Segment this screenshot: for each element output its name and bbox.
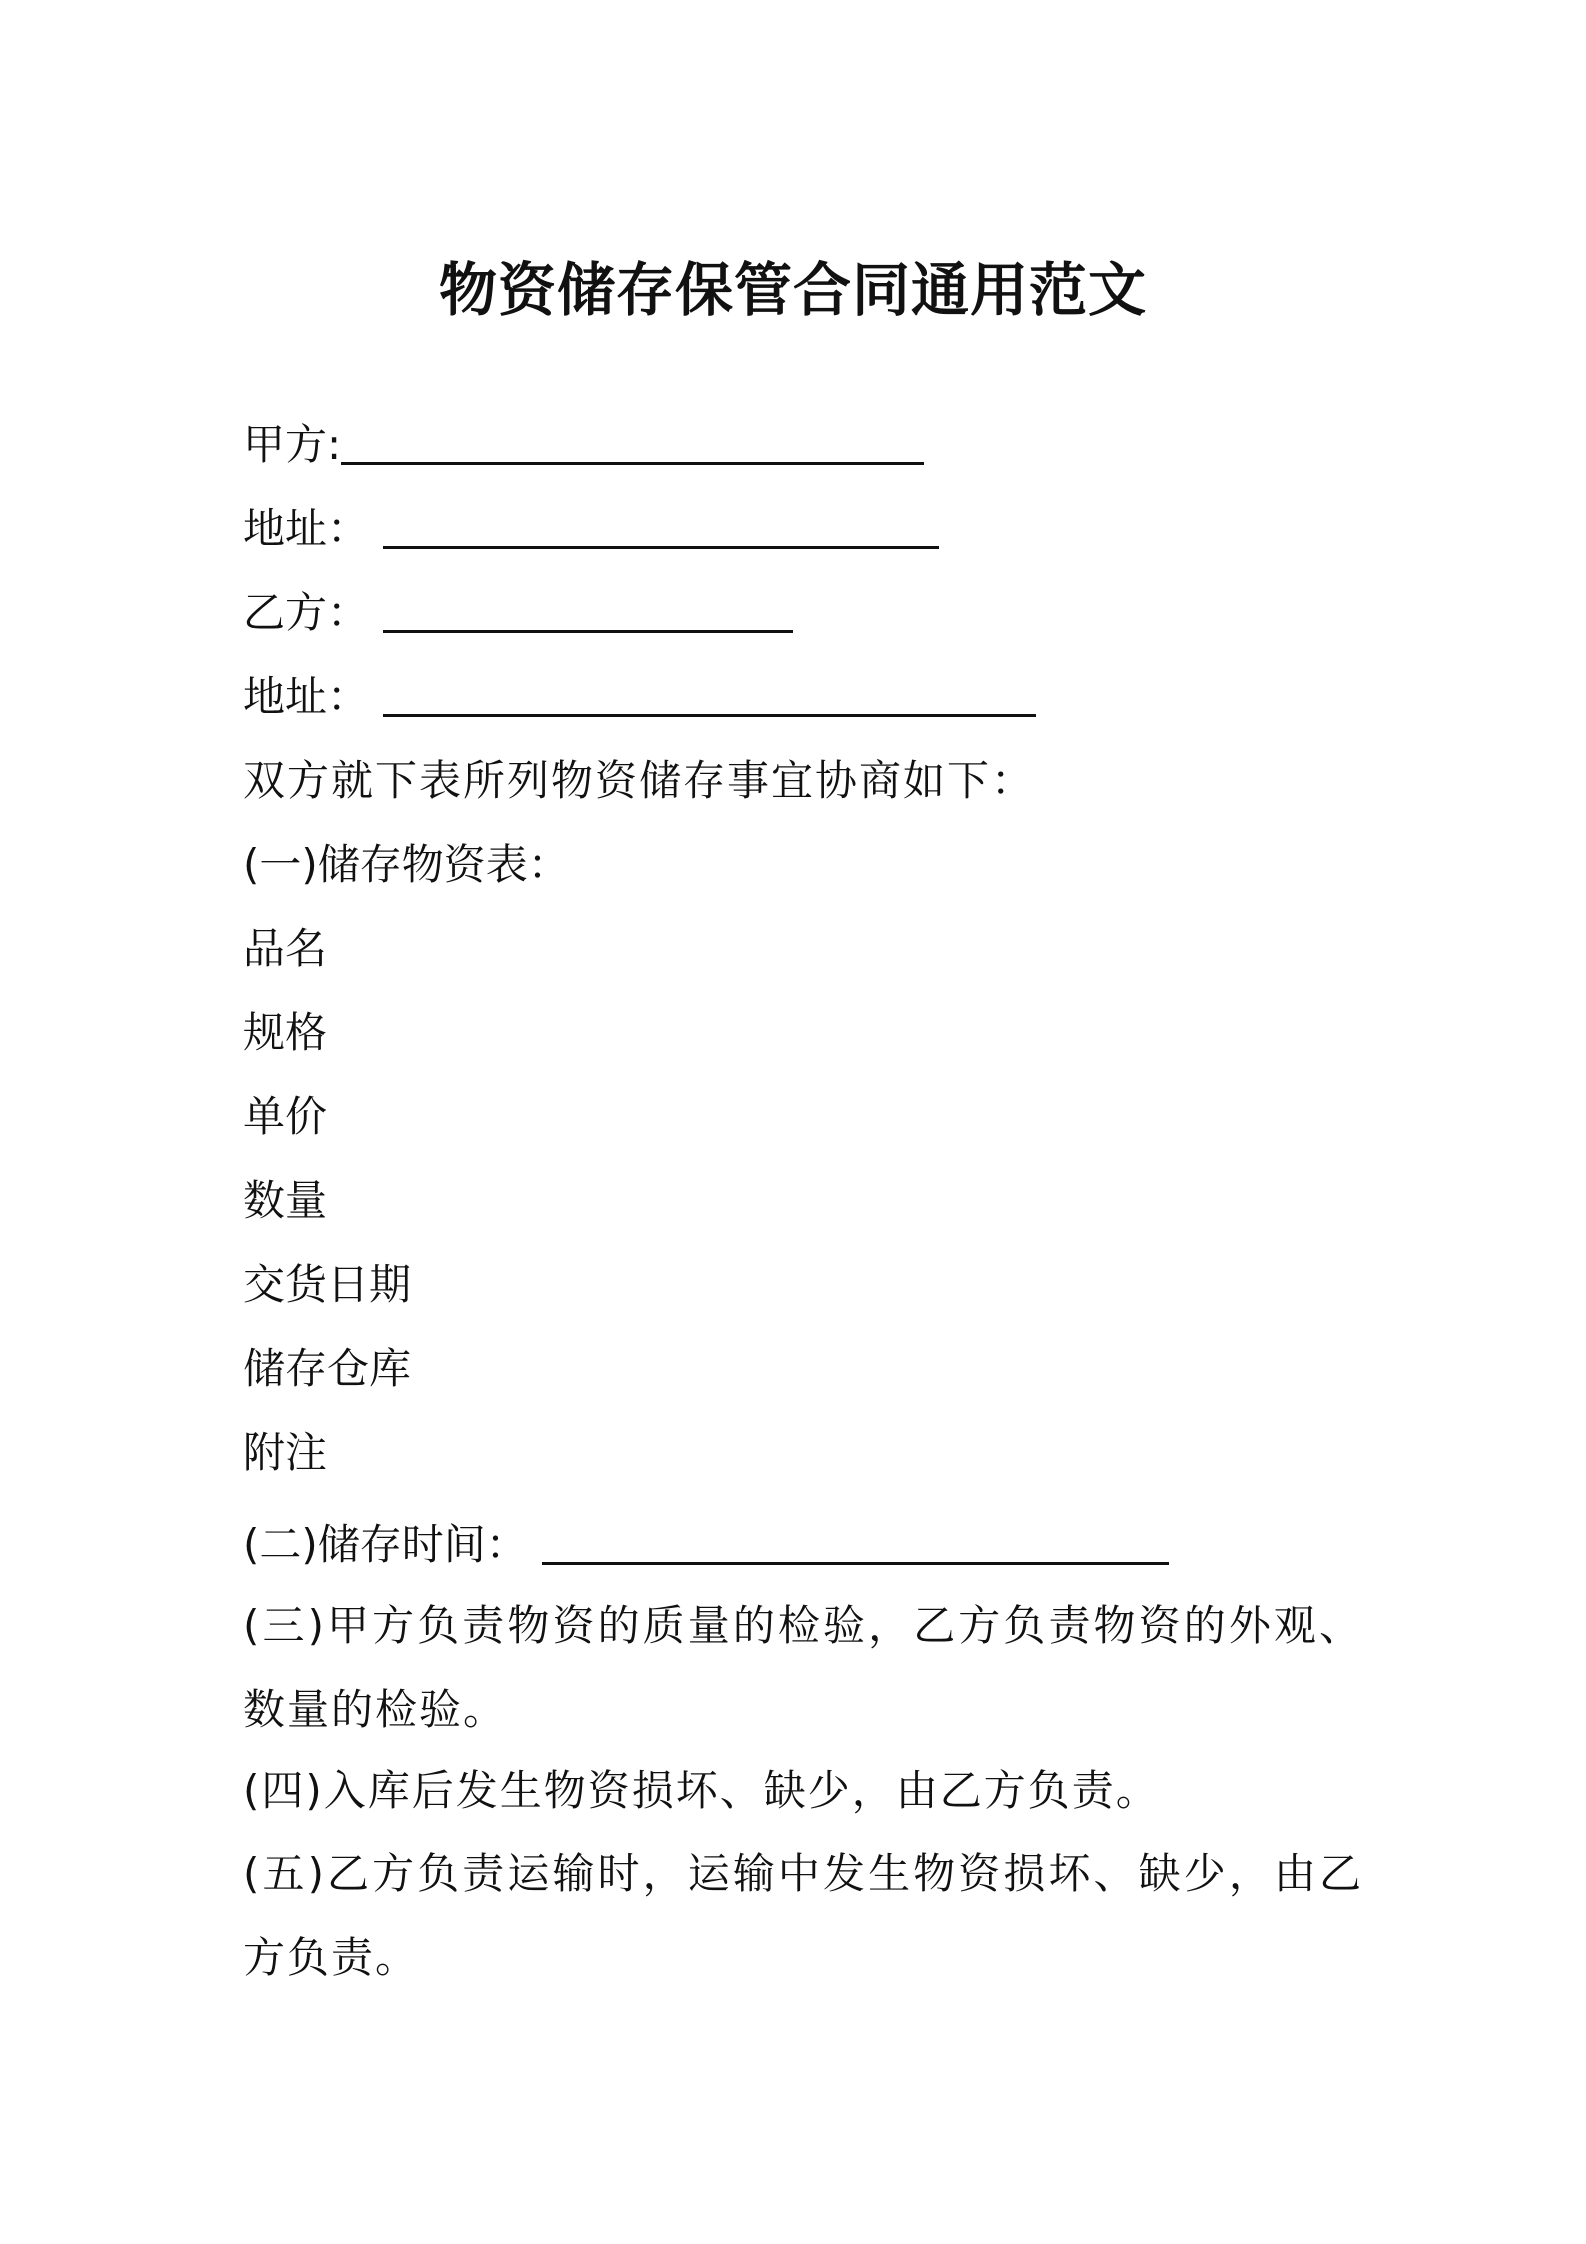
party-a-line — [243, 415, 924, 475]
party-a-blank[interactable] — [341, 422, 924, 465]
table-field-spec: 规格 — [243, 1008, 328, 1057]
table-field-warehouse: 储存仓库 — [243, 1344, 412, 1393]
party-b-address-blank[interactable] — [383, 674, 1036, 717]
table-field-quantity: 数量 — [243, 1176, 328, 1225]
table-field-name: 品名 — [243, 924, 328, 973]
section1-heading: (一)储存物资表： — [243, 840, 570, 889]
table-field-unit-price: 单价 — [243, 1092, 328, 1141]
table-field-remarks: 附注 — [243, 1428, 328, 1477]
table-field-delivery-date: 交货日期 — [243, 1260, 412, 1309]
section4-text: (四)入库后发生物资损坏、缺少，由乙方负责。 — [243, 1766, 1160, 1815]
section3-text: (三)甲方负责物资的质量的检验，乙方负责物资的外观、数量的检验。 — [243, 1601, 1363, 1734]
section2-line — [243, 1515, 1169, 1575]
intro-text: 双方就下表所列物资储存事宜协商如下： — [243, 756, 1036, 805]
party-a-label: 甲方: — [243, 420, 342, 469]
party-b-address-line — [243, 667, 1036, 727]
party-a-address-blank[interactable] — [383, 506, 939, 549]
section2-label: (二)储存时间： — [243, 1520, 528, 1569]
party-b-line — [243, 583, 793, 643]
party-a-address-label: 地址： — [243, 504, 370, 553]
party-b-address-label: 地址： — [243, 672, 370, 721]
party-b-label: 乙方： — [243, 588, 370, 637]
document-title: 物资储存保管合同通用范文 — [438, 256, 1147, 324]
party-b-blank[interactable] — [383, 590, 793, 633]
storage-time-blank[interactable] — [542, 1522, 1169, 1565]
party-a-address-line — [243, 499, 939, 559]
section5-text: (五)乙方负责运输时，运输中发生物资损坏、缺少，由乙方负责。 — [243, 1849, 1363, 1982]
